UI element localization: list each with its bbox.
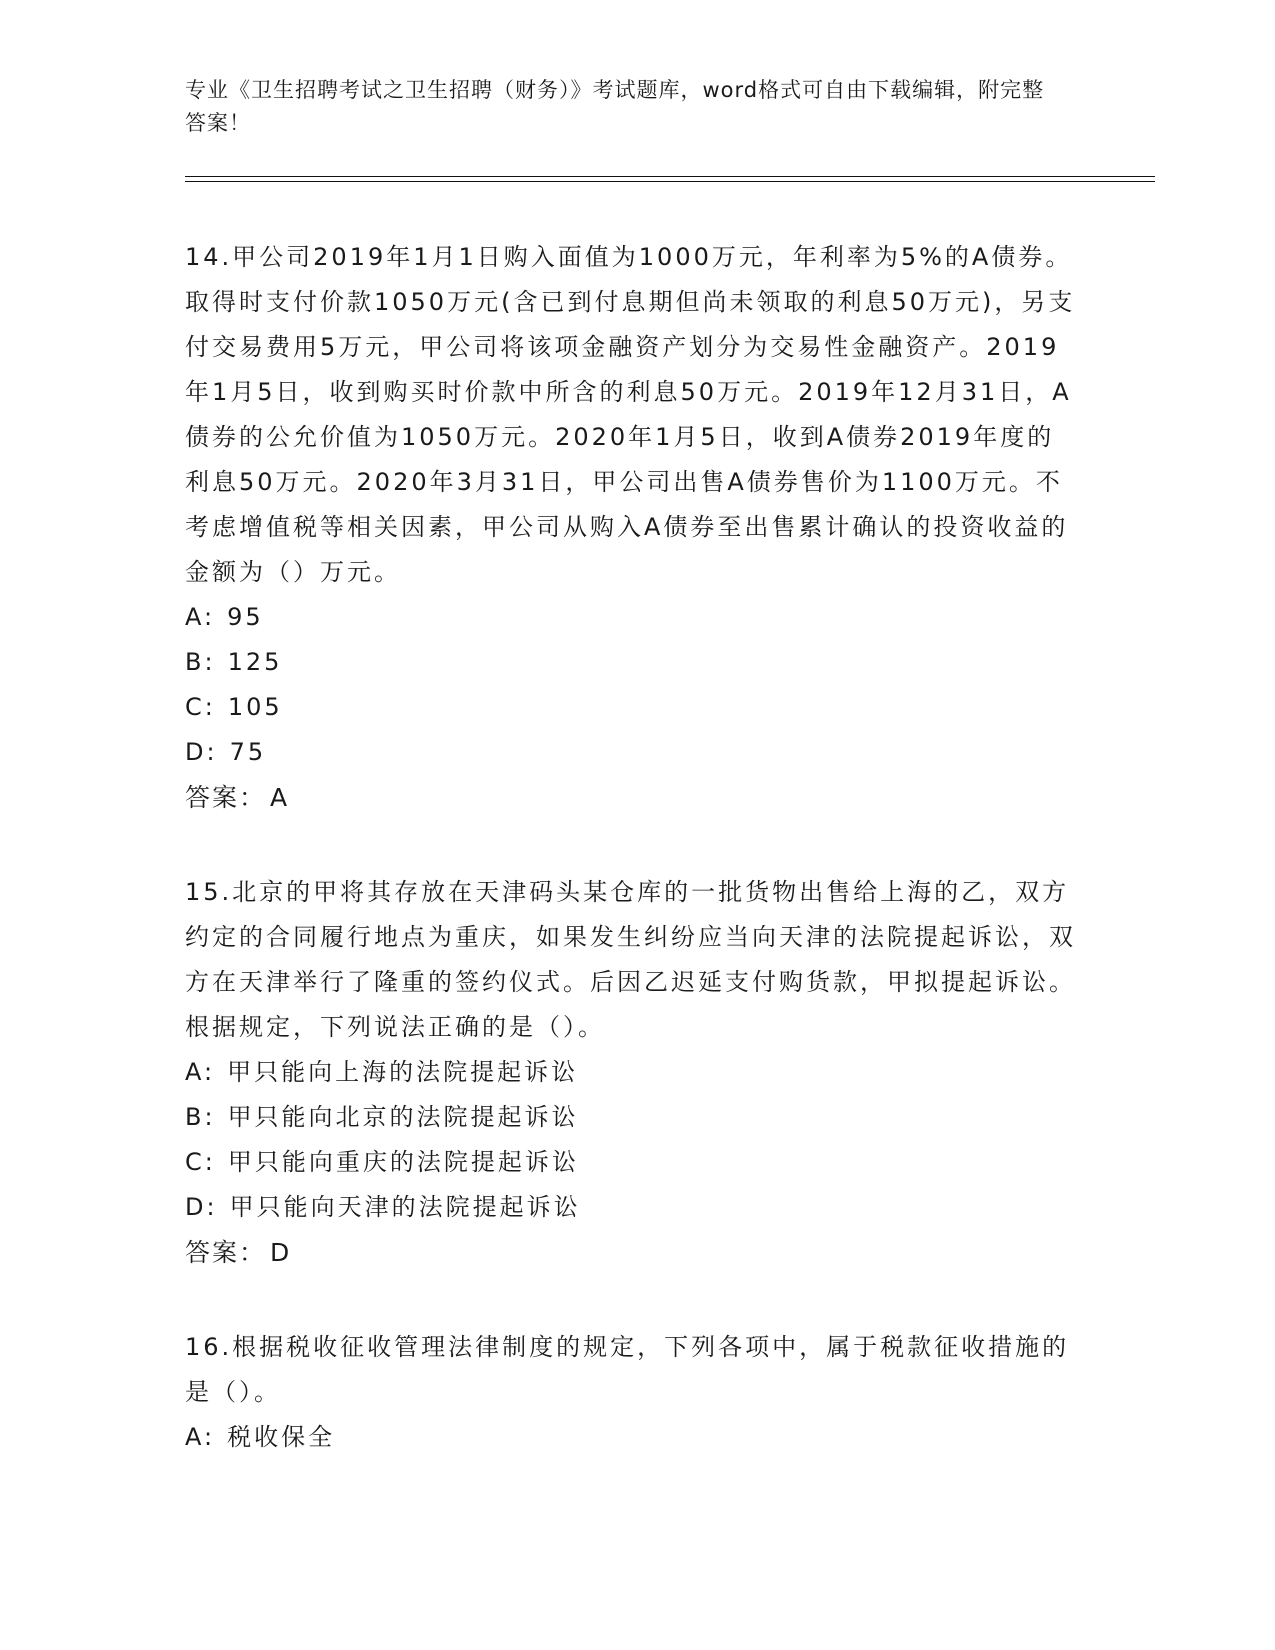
question-16 [185,1325,1080,1460]
option-d [185,1185,1080,1230]
answer-label: 答案： [185,783,267,812]
option-value: 125 [227,648,283,676]
question-text: 14.甲公司2019年1月1日购入面值为1000万元，年利率为5%的A债券。取得时支付价款1050万元(含已到付息期但尚未领取的利息50万元)，另支付交易费用5万元，甲公司将该项金融资产划分为交易性金融资产。2019年1月5日，收到购买时价款中所含的利息50万元。2019年12月31日，A债券的公允价值为1050万元。2020年1月5日，收到A债券2019年度的利息50万元。2020年3月31日，甲公司出售A债券售价为1100万元。不考虑增值税等相关因素，甲公司从购入A债券至出售累计确认的投资收益的金额为（）万元。 [185,243,1076,586]
header-divider-bottom [185,181,1155,182]
option-value: 95 [227,603,264,631]
question-text: 15.北京的甲将其存放在天津码头某仓库的一批货物出售给上海的乙，双方约定的合同履行地点为重庆，如果发生纠纷应当向天津的法院提起诉讼，双方在天津举行了隆重的签约仪式。后因乙迟延支付购货款，甲拟提起诉讼。根据规定，下列说法正确的是（）。 [185,878,1076,1041]
option-value: 甲只能向北京的法院提起诉讼 [227,1103,579,1131]
option-key: A: [185,1423,216,1451]
option-key: C: [185,693,216,721]
option-key: C: [185,1148,216,1176]
answer-value: A [270,783,290,812]
document-header: 专业《卫生招聘考试之卫生招聘（财务）》考试题库，word格式可自由下载编辑，附完整答案！ [185,78,1045,135]
option-c [185,1140,1080,1185]
option-value: 甲只能向重庆的法院提起诉讼 [227,1148,579,1176]
option-key: A: [185,603,216,631]
option-a [185,595,1080,640]
question-text: 16.根据税收征收管理法律制度的规定，下列各项中，属于税款征收措施的是（）。 [185,1333,1070,1406]
option-key: D: [185,738,218,766]
option-b [185,1095,1080,1140]
answer-line [185,1230,1080,1275]
option-a [185,1050,1080,1095]
option-d [185,730,1080,775]
option-value: 105 [227,693,283,721]
option-value: 甲只能向天津的法院提起诉讼 [229,1193,581,1221]
question-14 [185,235,1080,820]
answer-value: D [270,1238,292,1267]
option-key: A: [185,1058,216,1086]
answer-line [185,775,1080,820]
option-b [185,640,1080,685]
option-key: B: [185,1103,216,1131]
option-c [185,685,1080,730]
option-value: 税收保全 [227,1423,336,1451]
header-divider-top [185,176,1155,177]
option-a [185,1415,1080,1460]
answer-label: 答案： [185,1238,267,1267]
question-15 [185,870,1080,1275]
option-value: 75 [229,738,267,766]
option-value: 甲只能向上海的法院提起诉讼 [227,1058,579,1086]
option-key: D: [185,1193,218,1221]
option-key: B: [185,648,216,676]
